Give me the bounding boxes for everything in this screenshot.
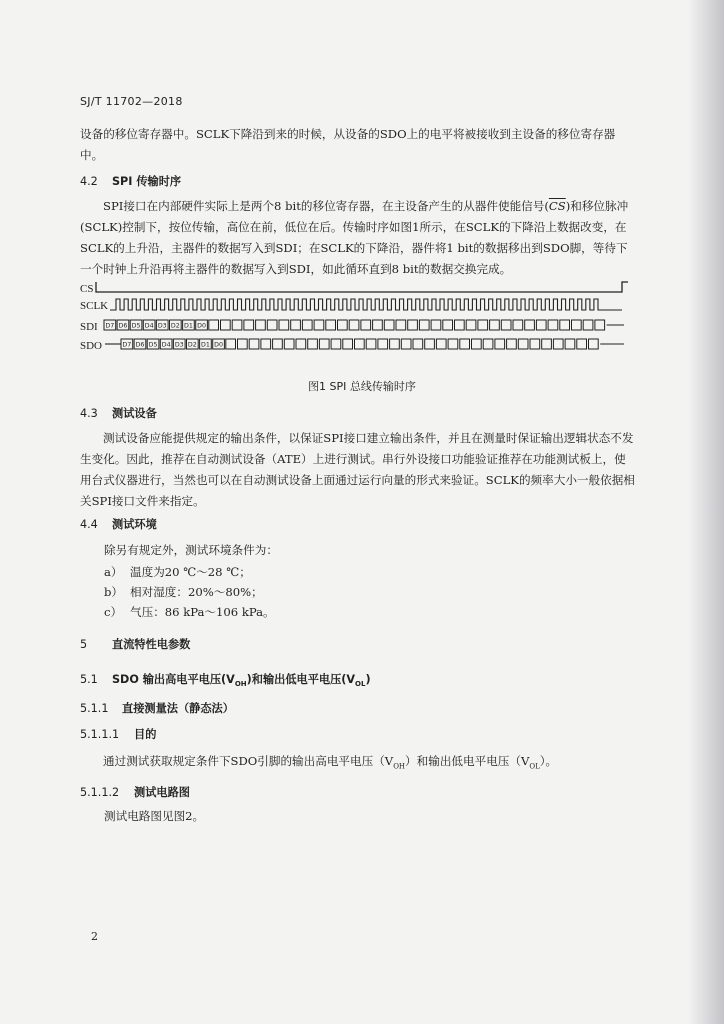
sdo-empty-cell bbox=[495, 339, 505, 349]
sdi-empty-cell bbox=[431, 320, 441, 330]
text-run: ）和输出低电平电压（V bbox=[405, 754, 530, 768]
list-text: 相对湿度：20%～80%； bbox=[130, 585, 263, 599]
sdi-empty-cell bbox=[443, 320, 453, 330]
sdi-empty-cell bbox=[396, 320, 406, 330]
sdo-bit-label: D0 bbox=[214, 341, 223, 349]
sdo-bit-label: D2 bbox=[187, 341, 197, 349]
sdo-empty-cell bbox=[319, 339, 329, 349]
paragraph-5-1-1-2: 测试电路图见图2。 bbox=[104, 809, 205, 823]
list-marker: c） bbox=[104, 605, 123, 619]
sdi-label: SDI bbox=[80, 321, 98, 333]
sdo-empty-cell bbox=[378, 339, 388, 349]
cs-label: CS bbox=[80, 283, 94, 295]
sdo-empty-cell bbox=[530, 339, 540, 349]
sdi-empty-cell bbox=[525, 320, 535, 330]
sdo-empty-cell bbox=[343, 339, 353, 349]
sdo-bit-label: D5 bbox=[148, 341, 158, 349]
list-item bbox=[104, 584, 263, 600]
heading-title: 测试环境 bbox=[112, 518, 157, 531]
heading-title: )和输出低电平电压(V bbox=[246, 673, 356, 686]
standard-code-header: SJ/T 11702—2018 bbox=[80, 95, 183, 108]
heading-4-4 bbox=[80, 516, 157, 532]
sdo-empty-cell bbox=[390, 339, 400, 349]
heading-5-1 bbox=[80, 671, 371, 688]
sdi-empty-cell bbox=[455, 320, 465, 330]
heading-number: 5.1.1 bbox=[80, 702, 109, 715]
sdo-empty-cell bbox=[436, 339, 446, 349]
text-run: )和移位脉冲(SCLK)控制下，按位传输，高位在前，低位在后。传输时序如图1所示，在SCLK的下降沿上数据改变，在SCLK的上升沿，主器件的数据写入到SDI；在SCLK的下降沿，器件将1 bit的数据移出到SDO脚，等待下一个时钟上升沿再将主器件的数据写入到SDI，如此循环直到8 bit的数据交换完成。 bbox=[80, 199, 629, 276]
sdo-empty-cell bbox=[331, 339, 341, 349]
sdi-empty-cell bbox=[349, 320, 359, 330]
heading-title: 直流特性电参数 bbox=[112, 638, 191, 651]
heading-title: SDO 输出高电平电压(V bbox=[112, 673, 235, 686]
sdo-empty-cell bbox=[284, 339, 294, 349]
sdi-bit-label: D6 bbox=[118, 322, 128, 330]
list-text: 温度为20 ℃～28 ℃； bbox=[130, 565, 251, 579]
sdo-bit-label: D3 bbox=[174, 341, 184, 349]
subscript: OH bbox=[393, 762, 406, 771]
list-item bbox=[104, 604, 275, 620]
sdi-bit-label: D1 bbox=[184, 322, 193, 330]
list-marker: b） bbox=[104, 585, 124, 599]
subscript: OL bbox=[529, 762, 540, 771]
paragraph-4-3: 测试设备应能提供规定的输出条件，以保证SPI接口建立输出条件，并且在测量时保证输出逻辑状态不发生变化。因此，推荐在自动测试设备（ATE）上进行测试。串行外设接口功能验证推荐在功能测试板上，使用台式仪器进行，当然也可以在自动测试设备上面通过运行向量的形式来验证。SCLK的频率大小一般依据相关SPI接口文件来指定。 bbox=[80, 431, 635, 508]
heading-number: 4.3 bbox=[80, 407, 98, 420]
heading-5-1-1-2 bbox=[80, 784, 190, 800]
env-lead: 除另有规定外，测试环境条件为： bbox=[104, 543, 278, 557]
page-number: 2 bbox=[91, 930, 98, 943]
sdi-empty-cell bbox=[291, 320, 301, 330]
sdo-empty-cell bbox=[507, 339, 517, 349]
sdi-bit-label: D4 bbox=[144, 322, 154, 330]
paragraph-5-1-1-1 bbox=[80, 751, 635, 777]
sdi-empty-cell bbox=[560, 320, 570, 330]
heading-number: 4.2 bbox=[80, 175, 98, 188]
sdi-empty-cell bbox=[408, 320, 418, 330]
sdi-empty-cell bbox=[595, 320, 605, 330]
sdi-empty-cell bbox=[244, 320, 254, 330]
subscript: OH bbox=[234, 680, 247, 689]
cs-overline: $\overline{CS}$ bbox=[548, 199, 566, 213]
sdo-empty-cell bbox=[413, 339, 423, 349]
sclk-waveform bbox=[110, 299, 622, 310]
sdi-empty-cell bbox=[501, 320, 511, 330]
heading-5 bbox=[80, 636, 190, 652]
sdi-bit-label: D5 bbox=[131, 322, 141, 330]
sdi-empty-cell bbox=[513, 320, 523, 330]
sdi-empty-cell bbox=[373, 320, 383, 330]
sdi-empty-cell bbox=[221, 320, 231, 330]
heading-number: 5.1.1.1 bbox=[80, 728, 120, 741]
sdo-bit-label: D7 bbox=[122, 341, 132, 349]
heading-title: 测试设备 bbox=[112, 407, 157, 420]
heading-number: 5.1 bbox=[80, 673, 98, 686]
sdo-empty-cell bbox=[401, 339, 411, 349]
sdi-empty-cell bbox=[490, 320, 500, 330]
heading-title: 直接测量法（静态法） bbox=[122, 702, 234, 715]
spi-timing-diagram bbox=[0, 0, 724, 370]
sdo-empty-cell bbox=[460, 339, 470, 349]
text-run: ）。 bbox=[539, 754, 558, 768]
cs-waveform bbox=[96, 282, 628, 292]
sdo-empty-cell bbox=[366, 339, 376, 349]
sdi-empty-cell bbox=[256, 320, 266, 330]
sdo-empty-cell bbox=[542, 339, 552, 349]
sdo-bit-label: D1 bbox=[201, 341, 210, 349]
subscript: OL bbox=[355, 680, 366, 689]
sdo-empty-cell bbox=[518, 339, 528, 349]
sdi-empty-cell bbox=[466, 320, 476, 330]
sdi-empty-cell bbox=[536, 320, 546, 330]
sdi-bit-label: D0 bbox=[197, 322, 206, 330]
sdi-empty-cell bbox=[338, 320, 348, 330]
sdi-empty-cell bbox=[478, 320, 488, 330]
sdi-empty-cell bbox=[548, 320, 558, 330]
sdo-empty-cell bbox=[261, 339, 271, 349]
sdo-empty-cell bbox=[553, 339, 563, 349]
sdo-empty-cell bbox=[577, 339, 587, 349]
sdi-empty-cell bbox=[419, 320, 429, 330]
sdo-bit-label: D4 bbox=[161, 341, 171, 349]
list-item bbox=[104, 564, 251, 580]
sdi-empty-cell bbox=[384, 320, 394, 330]
sdo-empty-cell bbox=[483, 339, 493, 349]
heading-5-1-1-1 bbox=[80, 726, 156, 742]
sdo-empty-cell bbox=[296, 339, 306, 349]
sdo-empty-cell bbox=[273, 339, 283, 349]
sdi-empty-cell bbox=[326, 320, 336, 330]
heading-title: ) bbox=[365, 673, 371, 686]
heading-title: SPI 传输时序 bbox=[112, 175, 182, 188]
heading-title: 测试电路图 bbox=[134, 786, 190, 799]
heading-number: 4.4 bbox=[80, 518, 98, 531]
figure-1-caption: 图1 SPI 总线传输时序 bbox=[308, 380, 416, 393]
text-run: 通过测试获取规定条件下SDO引脚的输出高电平电压（V bbox=[103, 754, 394, 768]
sdi-empty-cell bbox=[583, 320, 593, 330]
list-text: 气压：86 kPa～106 kPa。 bbox=[130, 605, 275, 619]
sdo-empty-cell bbox=[238, 339, 248, 349]
sdi-empty-cell bbox=[209, 320, 219, 330]
sdo-empty-cell bbox=[425, 339, 435, 349]
sdi-empty-cell bbox=[267, 320, 277, 330]
sdo-label: SDO bbox=[80, 340, 103, 352]
sclk-label: SCLK bbox=[80, 300, 109, 312]
sdi-empty-cell bbox=[314, 320, 324, 330]
sdi-empty-cell bbox=[279, 320, 289, 330]
sdo-empty-cell bbox=[226, 339, 236, 349]
sdi-bit-label: D3 bbox=[157, 322, 167, 330]
heading-4-3 bbox=[80, 405, 157, 421]
heading-number: 5.1.1.2 bbox=[80, 786, 120, 799]
heading-title: 目的 bbox=[134, 728, 157, 741]
sdo-empty-cell bbox=[249, 339, 259, 349]
sdo-empty-cell bbox=[355, 339, 365, 349]
sdi-empty-cell bbox=[302, 320, 312, 330]
intro-paragraph: 设备的移位寄存器中。SCLK下降沿到来的时候，从设备的SDO上的电平将被接收到主设备的移位寄存器中。 bbox=[80, 127, 616, 162]
sdi-empty-cell bbox=[232, 320, 242, 330]
sdo-empty-cell bbox=[589, 339, 599, 349]
sdo-empty-cell bbox=[472, 339, 482, 349]
text-run: SPI接口在内部硬件实际上是两个8 bit的移位寄存器，在主设备产生的从器件使能信号( bbox=[103, 199, 549, 213]
sdo-bit-label: D6 bbox=[135, 341, 145, 349]
sdi-bit-label: D7 bbox=[105, 322, 115, 330]
sdi-empty-cell bbox=[361, 320, 371, 330]
sdo-empty-cell bbox=[565, 339, 575, 349]
sdo-empty-cell bbox=[308, 339, 318, 349]
heading-5-1-1 bbox=[80, 700, 234, 716]
sdo-empty-cell bbox=[448, 339, 458, 349]
sdi-empty-cell bbox=[572, 320, 582, 330]
list-marker: a） bbox=[104, 565, 123, 579]
heading-number: 5 bbox=[80, 638, 88, 651]
sdi-bit-label: D2 bbox=[170, 322, 180, 330]
